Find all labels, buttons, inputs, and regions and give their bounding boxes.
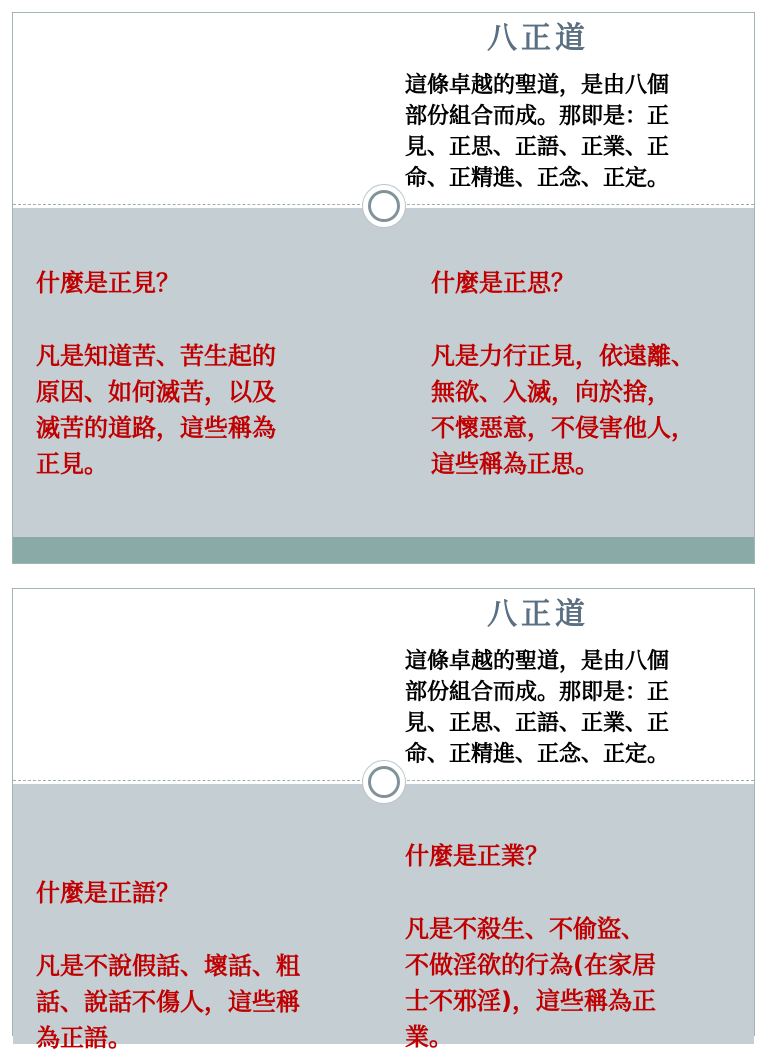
- left-body: 凡是知道苦、苦生起的 原因、如何滅苦，以及 滅苦的道路，這些稱為 正見。: [36, 342, 276, 478]
- left-heading: 什麼是正語？: [36, 879, 180, 907]
- slide-title: 八正道: [487, 597, 589, 632]
- slide-intro: 這條卓越的聖道，是由八個 部份組合而成。那即是：正 見、正思、正語、正業、正 命、正精進、正念、正定。: [405, 73, 670, 191]
- left-body: 凡是不說假話、壞話、粗 話、說話不傷人，這些稱 為正語。: [36, 952, 300, 1052]
- footer-bar: [13, 537, 754, 563]
- slide-1: [12, 12, 755, 564]
- divider-circle-icon: [363, 185, 405, 227]
- divider-circle-icon: [363, 761, 405, 803]
- slide-title: 八正道: [487, 21, 589, 56]
- slide-intro: 這條卓越的聖道，是由八個 部份組合而成。那即是：正 見、正思、正語、正業、正 命、正精進、正念、正定。: [405, 649, 670, 767]
- right-body: 凡是不殺生、不偷盜、 不做淫欲的行為(在家居 士不邪淫)，這些稱為正 業。: [405, 915, 656, 1051]
- right-heading: 什麼是正思？: [431, 269, 575, 297]
- slide-2: [12, 588, 755, 1052]
- left-heading: 什麼是正見？: [36, 269, 180, 297]
- right-body: 凡是力行正見，依遠離、 無欲、入滅，向於捨， 不懷惡意，不侵害他人， 這些稱為正思。: [431, 342, 695, 478]
- right-heading: 什麼是正業？: [405, 842, 549, 870]
